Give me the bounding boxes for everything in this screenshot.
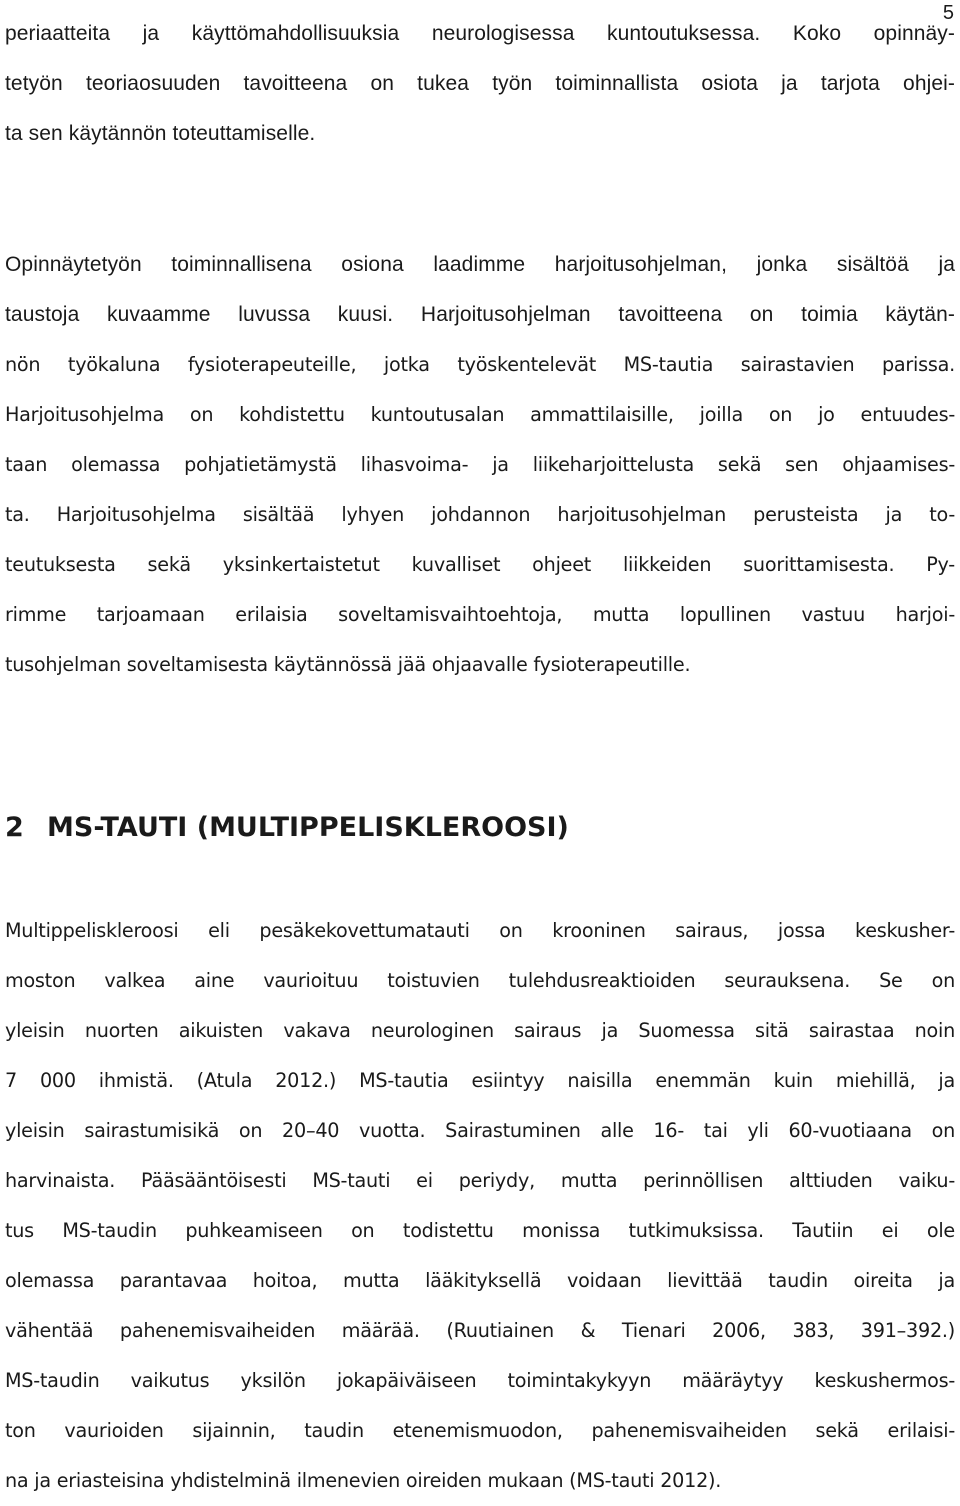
text-line: periaatteita ja käyttömahdollisuuksia neurologisessa kuntoutuksessa. Koko opinnäy- bbox=[5, 22, 955, 45]
text-line: Opinnäytetyön toiminnallisena osiona laadimme harjoitusohjelman, jonka sisältöä ja bbox=[5, 253, 955, 276]
text-line: Harjoitusohjelma on kohdistettu kuntoutusalan ammattilaisille, joilla on jo entuudes- bbox=[5, 403, 955, 426]
section-title: MS-TAUTI (MULTIPPELISKLEROOSI) bbox=[47, 812, 569, 843]
text-line: ton vaurioiden sijainnin, taudin etenemismuodon, pahenemisvaiheiden sekä erilaisi- bbox=[5, 1419, 955, 1442]
section-number: 2 bbox=[5, 812, 24, 843]
text-line: MS-taudin vaikutus yksilön jokapäiväiseen toimintakykyyn määräytyy keskushermos- bbox=[5, 1369, 955, 1392]
text-line: yleisin nuorten aikuisten vakava neurologinen sairaus ja Suomessa sitä sairastaa noin bbox=[5, 1019, 955, 1042]
text-line: ta. Harjoitusohjelma sisältää lyhyen johdannon harjoitusohjelman perusteista ja to- bbox=[5, 503, 955, 526]
text-line: yleisin sairastumisikä on 20–40 vuotta. Sairastuminen alle 16- tai yli 60-vuotiaana on bbox=[5, 1119, 955, 1142]
text-line: vähentää pahenemisvaiheiden määrää. (Ruutiainen & Tienari 2006, 383, 391–392.) bbox=[5, 1319, 955, 1342]
text-line: rimme tarjoamaan erilaisia soveltamisvaihtoehtoja, mutta lopullinen vastuu harjoi- bbox=[5, 603, 955, 626]
practical-part-paragraph bbox=[5, 240, 955, 690]
text-line: tus MS-taudin puhkeamiseen on todistettu monissa tutkimuksissa. Tautiin ei ole bbox=[5, 1219, 955, 1242]
text-line: tetyön teoriaosuuden tavoitteena on tukea työn toiminnallista osiota ja tarjota ohjei- bbox=[5, 72, 955, 95]
text-line: na ja eriasteisina yhdistelminä ilmenevien oireiden mukaan (MS-tauti 2012). bbox=[5, 1469, 722, 1492]
page-number: 5 bbox=[942, 2, 954, 24]
intro-paragraph bbox=[5, 9, 955, 159]
text-line: taustoja kuvaamme luvussa kuusi. Harjoitusohjelman tavoitteena on toimia käytän- bbox=[5, 303, 955, 326]
text-line: moston valkea aine vaurioituu toistuvien tulehdusreaktioiden seurauksena. Se on bbox=[5, 969, 955, 992]
text-line: Multippeliskleroosi eli pesäkekovettumatauti on krooninen sairaus, jossa keskusher- bbox=[5, 919, 955, 942]
text-line: harvinaista. Pääsääntöisesti MS-tauti ei periydy, mutta perinnöllisen alttiuden vaiku- bbox=[5, 1169, 955, 1192]
text-line: olemassa parantavaa hoitoa, mutta lääkityksellä voidaan lievittää taudin oireita ja bbox=[5, 1269, 955, 1292]
ms-disease-paragraph bbox=[5, 906, 955, 1506]
text-line: nön työkaluna fysioterapeuteille, jotka työskentelevät MS-tautia sairastavien parissa. bbox=[5, 353, 955, 376]
text-line: teutuksesta sekä yksinkertaistetut kuvalliset ohjeet liikkeiden suorittamisesta. Py- bbox=[5, 553, 955, 576]
section-heading bbox=[5, 798, 569, 858]
text-line: tusohjelman soveltamisesta käytännössä jää ohjaavalle fysioterapeutille. bbox=[5, 653, 691, 676]
text-line: 7 000 ihmistä. (Atula 2012.) MS-tautia esiintyy naisilla enemmän kuin miehillä, ja bbox=[5, 1069, 955, 1092]
text-line: ta sen käytännön toteuttamiselle. bbox=[5, 122, 316, 145]
text-line: taan olemassa pohjatietämystä lihasvoima- ja liikeharjoittelusta sekä sen ohjaamises- bbox=[5, 453, 955, 476]
